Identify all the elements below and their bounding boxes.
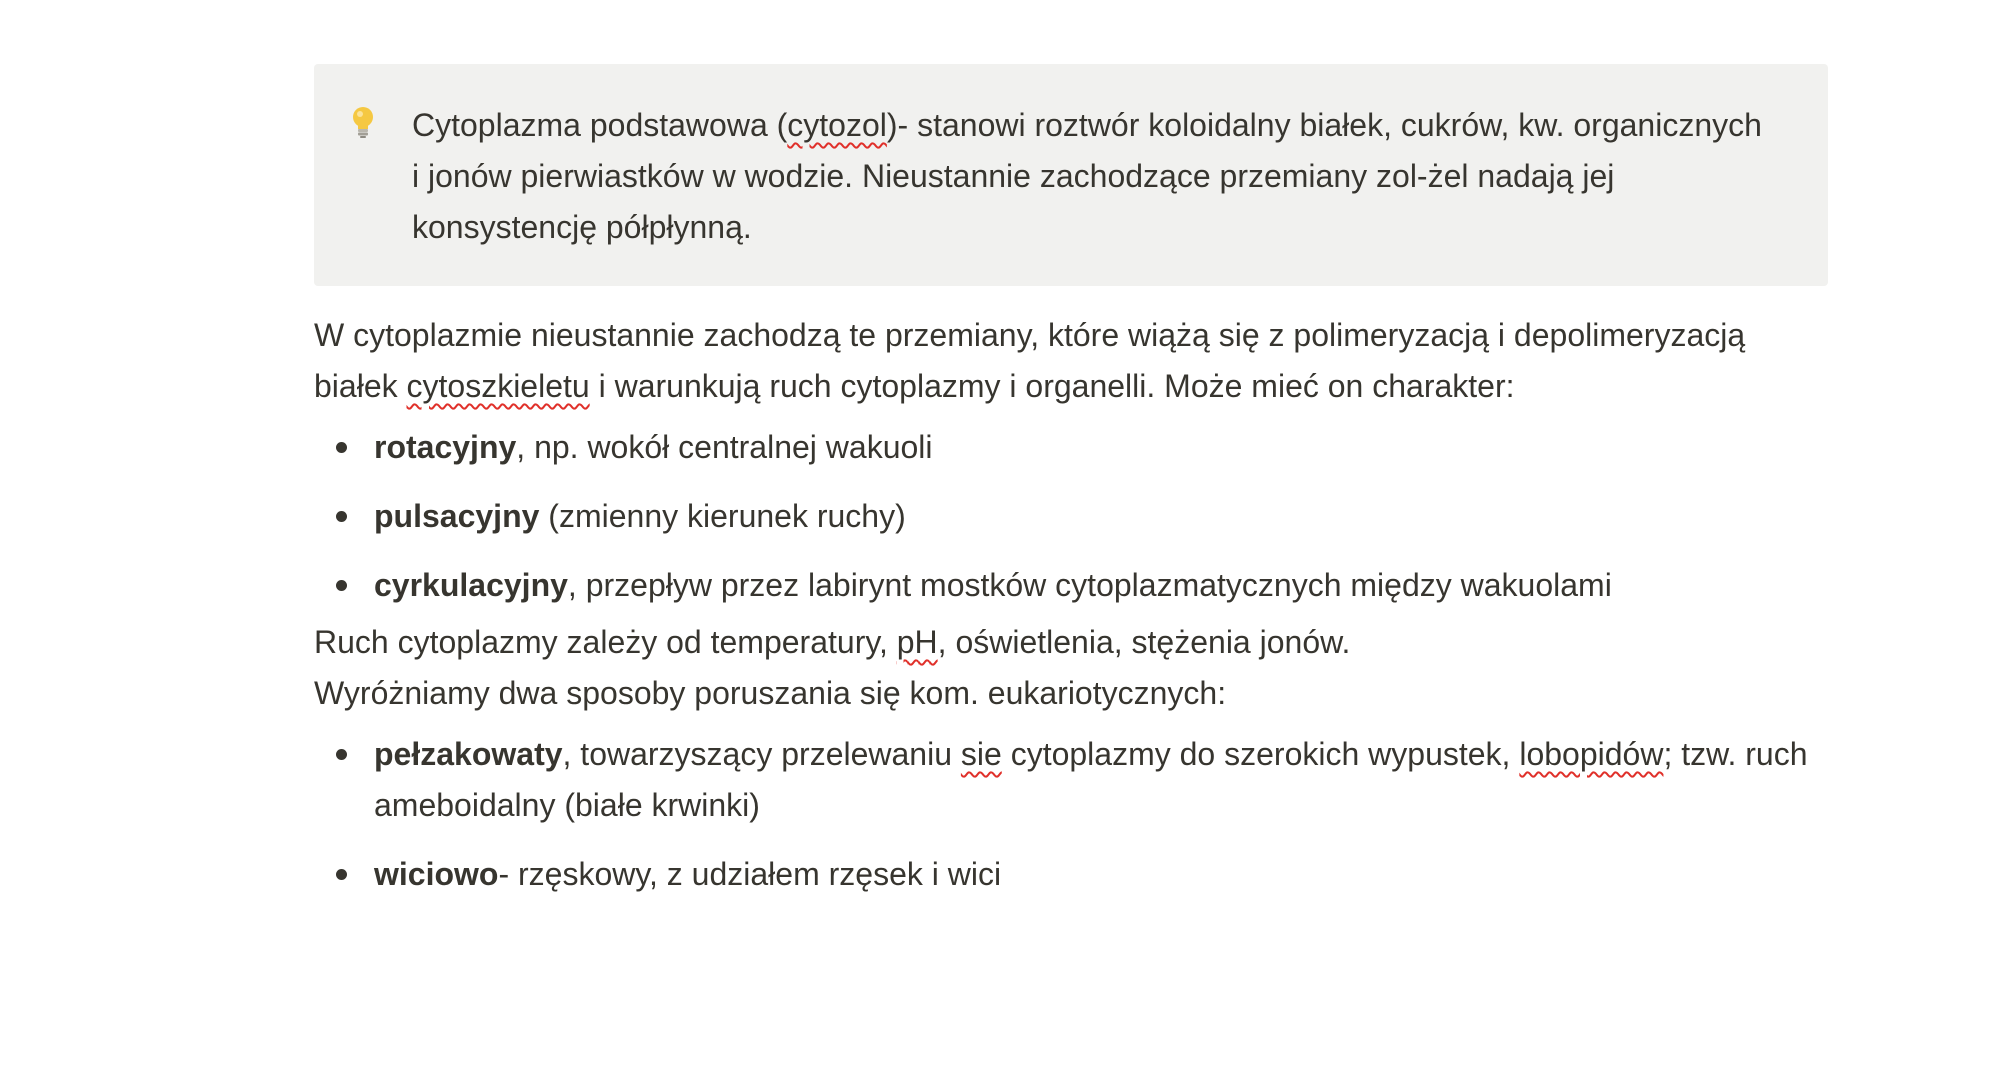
spellcheck-word[interactable]: cytoszkieletu [406, 368, 590, 404]
spellcheck-word[interactable]: sie [960, 736, 1002, 772]
list-item-text: , towarzyszący przelewaniu [562, 736, 961, 772]
bullet-icon [336, 869, 347, 880]
paragraph-text: W cytoplazmie nieustannie zachodzą te przemiany, które wiążą się z polimeryzacją i depolimeryzacją białek [314, 317, 1746, 404]
spellcheck-word[interactable]: pH [896, 624, 938, 660]
paragraph-text: , oświetlenia, stężenia jonów. [937, 624, 1351, 660]
list-item-term: pulsacyjny [374, 498, 540, 534]
callout-text-after: )- stanowi roztwór koloidalny białek, cukrów, kw. organicznych i jonów pierwiastków w wodzie. Nieustannie zachodzące przemiany zol-żel nadają jej konsystencję półpłynną. [412, 107, 1762, 245]
bulleted-list-cell-movement [314, 729, 1828, 900]
spellcheck-word[interactable]: lobopidów [1519, 736, 1664, 772]
bullet-icon [336, 511, 347, 522]
callout-text-before: Cytoplazma podstawowa ( [412, 107, 788, 143]
lightbulb-icon[interactable] [348, 105, 378, 139]
list-item-term: cyrkulacyjny [374, 567, 568, 603]
list-item-text: , np. wokół centralnej wakuoli [516, 429, 933, 465]
paragraph-movement-factors[interactable] [314, 617, 1828, 719]
list-item[interactable] [314, 560, 1828, 611]
callout-block[interactable] [314, 64, 1828, 286]
spellcheck-word[interactable]: cytozol [787, 107, 887, 143]
list-item[interactable] [314, 849, 1828, 900]
paragraph-text: i warunkują ruch cytoplazmy i organelli. Może mieć on charakter: [589, 368, 1515, 404]
paragraph-text: Ruch cytoplazmy zależy od temperatury, [314, 624, 897, 660]
callout-text[interactable] [412, 100, 1768, 253]
document-page [314, 64, 1828, 906]
paragraph-text: Wyróżniamy dwa sposoby poruszania się kom. eukariotycznych: [314, 675, 1227, 711]
list-item-term: wiciowo [374, 856, 499, 892]
paragraph-movement-intro[interactable] [314, 310, 1828, 412]
list-item-text: ; tzw. ruch ameboidalny (białe krwinki) [374, 736, 1808, 823]
bullet-icon [336, 580, 347, 591]
list-item[interactable] [314, 729, 1828, 831]
bulleted-list-movement-types [314, 422, 1828, 611]
list-item-text: (zmienny kierunek ruchy) [539, 498, 906, 534]
list-item-text: - rzęskowy, z udziałem rzęsek i wici [498, 856, 1002, 892]
list-item[interactable] [314, 491, 1828, 542]
list-item-text: , przepływ przez labirynt mostków cytoplazmatycznych między wakuolami [567, 567, 1612, 603]
list-item-text: cytoplazmy do szerokich wypustek, [1001, 736, 1520, 772]
bullet-icon [336, 442, 347, 453]
list-item-term: pełzakowaty [374, 736, 563, 772]
bullet-icon [336, 749, 347, 760]
list-item-term: rotacyjny [374, 429, 517, 465]
list-item[interactable] [314, 422, 1828, 473]
